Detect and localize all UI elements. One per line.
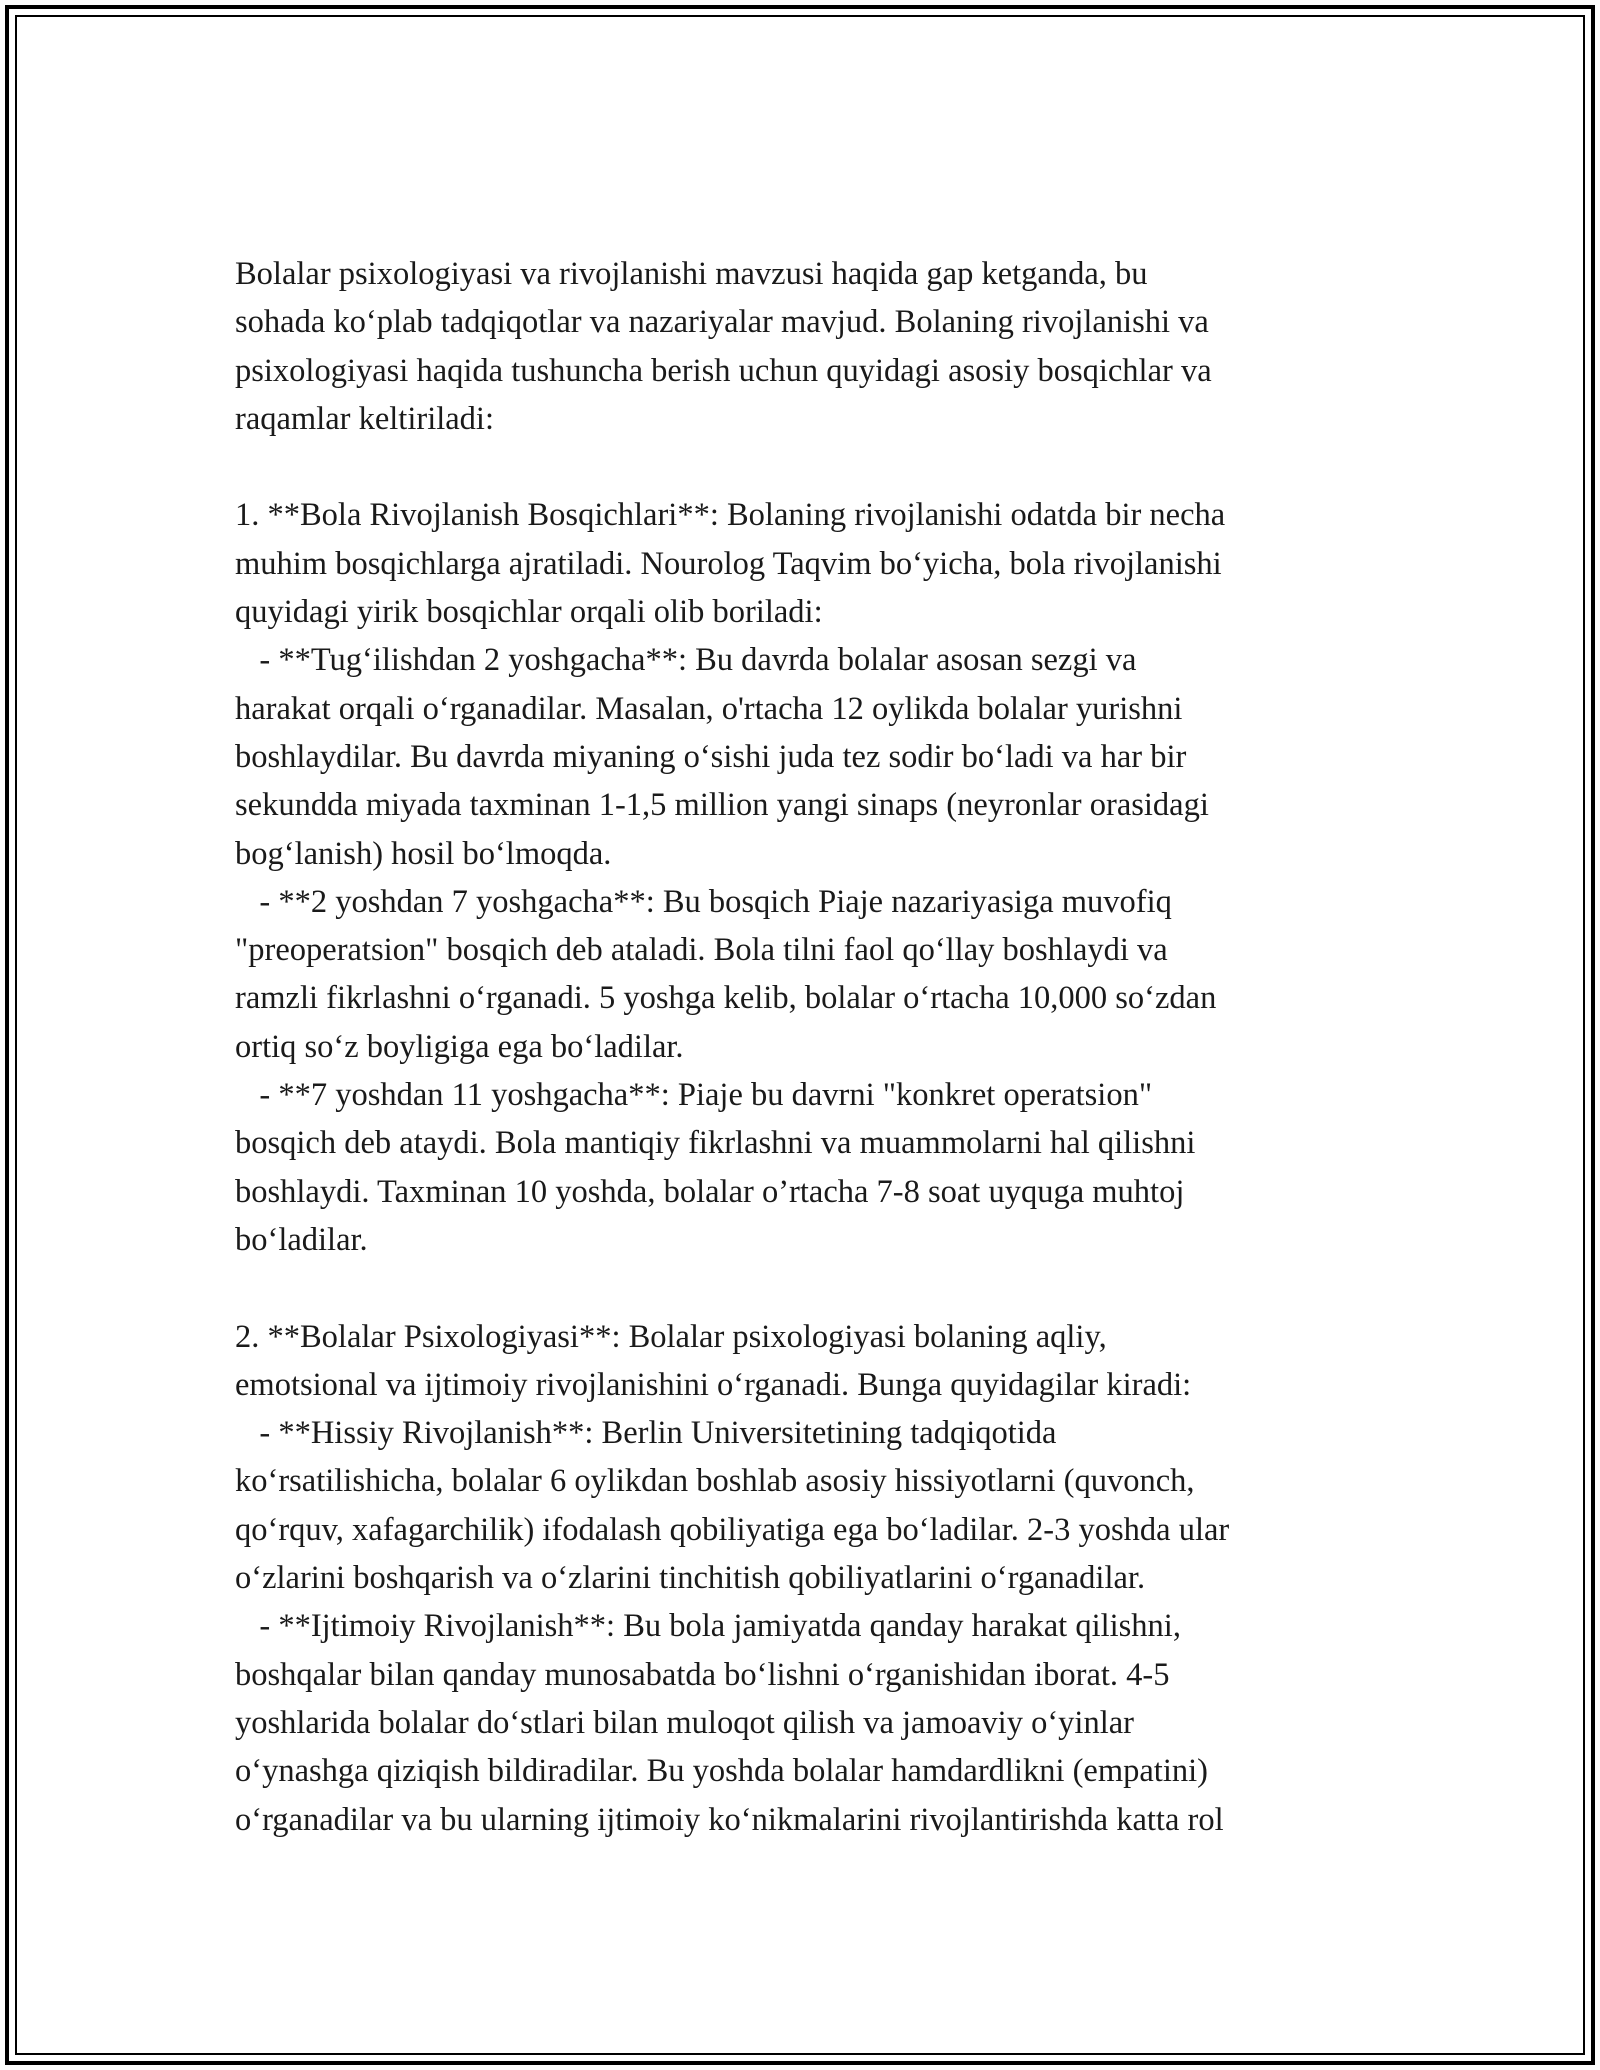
text-line: o‘zlarini boshqarish va o‘zlarini tinchitish qobiliyatlarini o‘rganadilar.	[235, 1560, 1146, 1597]
text-line: - **7 yoshdan 11 yoshgacha**: Piaje bu davrni "konkret operatsion"	[235, 1077, 1153, 1114]
text-line: - **2 yoshdan 7 yoshgacha**: Bu bosqich Piaje nazariyasiga muvofiq	[235, 883, 1172, 920]
text-line: ortiq so‘z boyligiga ega bo‘ladilar.	[235, 1028, 684, 1065]
text-line: 2. **Bolalar Psixologiyasi**: Bolalar psixologiyasi bolaning aqliy,	[235, 1318, 1107, 1355]
text-line: ramzli fikrlashni o‘rganadi. 5 yoshga kelib, bolalar o‘rtacha 10,000 so‘zdan	[235, 980, 1217, 1017]
text-line: bo‘ladilar.	[235, 1221, 368, 1258]
text-line: - **Tug‘ilishdan 2 yoshgacha**: Bu davrda bolalar asosan sezgi va	[235, 642, 1137, 679]
text-line: o‘ynashga qiziqish bildiradilar. Bu yoshda bolalar hamdardlikni (empatini)	[235, 1753, 1208, 1790]
text-line: quyidagi yirik bosqichlar orqali olib boriladi:	[235, 594, 823, 631]
text-line: harakat orqali o‘rganadilar. Masalan, o'rtacha 12 oylikda bolalar yurishni	[235, 690, 1183, 727]
document-body	[235, 250, 1370, 1844]
text-line: qo‘rquv, xafagarchilik) ifodalash qobiliyatiga ega bo‘ladilar. 2-3 yoshda ular	[235, 1511, 1230, 1548]
text-line: bog‘lanish) hosil bo‘lmoqda.	[235, 835, 612, 872]
text-line: boshlaydilar. Bu davrda miyaning o‘sishi juda tez sodir bo‘ladi va har bir	[235, 738, 1187, 775]
text-line: ko‘rsatilishicha, bolalar 6 oylikdan boshlab asosiy hissiyotlarni (quvonch,	[235, 1463, 1195, 1500]
text-line: boshlaydi. Taxminan 10 yoshda, bolalar o’rtacha 7-8 soat uyquga muhtoj	[235, 1173, 1185, 1210]
text-line: raqamlar keltiriladi:	[235, 400, 494, 437]
text-line	[235, 1264, 1370, 1312]
text-line: "preoperatsion" bosqich deb ataladi. Bola tilni faol qo‘llay boshlaydi va	[235, 932, 1168, 969]
text-line: boshqalar bilan qanday munosabatda bo‘lishni o‘rganishidan iborat. 4-5	[235, 1656, 1170, 1693]
text-line: o‘rganadilar va bu ularning ijtimoiy ko‘nikmalarini rivojlantirishda katta rol	[235, 1801, 1224, 1838]
text-line: emotsional va ijtimoiy rivojlanishini o‘rganadi. Bunga quyidagilar kiradi:	[235, 1366, 1192, 1403]
text-line: yoshlarida bolalar do‘stlari bilan muloqot qilish va jamoaviy o‘yinlar	[235, 1704, 1134, 1741]
text-line: 1. **Bola Rivojlanish Bosqichlari**: Bolaning rivojlanishi odatda bir necha	[235, 497, 1226, 534]
text-line: muhim bosqichlarga ajratiladi. Nourolog Taqvim bo‘yicha, bola rivojlanishi	[235, 545, 1222, 582]
text-line: sohada ko‘plab tadqiqotlar va nazariyalar mavjud. Bolaning rivojlanishi va	[235, 304, 1209, 341]
text-line: psixologiyasi haqida tushuncha berish uchun quyidagi asosiy bosqichlar va	[235, 352, 1212, 389]
text-line	[235, 443, 1370, 491]
text-line: bosqich deb ataydi. Bola mantiqiy fikrlashni va muammolarni hal qilishni	[235, 1125, 1196, 1162]
text-line: sekundda miyada taxminan 1-1,5 million yangi sinaps (neyronlar orasidagi	[235, 787, 1209, 824]
text-line: - **Hissiy Rivojlanish**: Berlin Universitetining tadqiqotida	[235, 1415, 1057, 1452]
text-line: - **Ijtimoiy Rivojlanish**: Bu bola jamiyatda qanday harakat qilishni,	[235, 1608, 1181, 1645]
text-line: Bolalar psixologiyasi va rivojlanishi mavzusi haqida gap ketganda, bu	[235, 256, 1148, 292]
